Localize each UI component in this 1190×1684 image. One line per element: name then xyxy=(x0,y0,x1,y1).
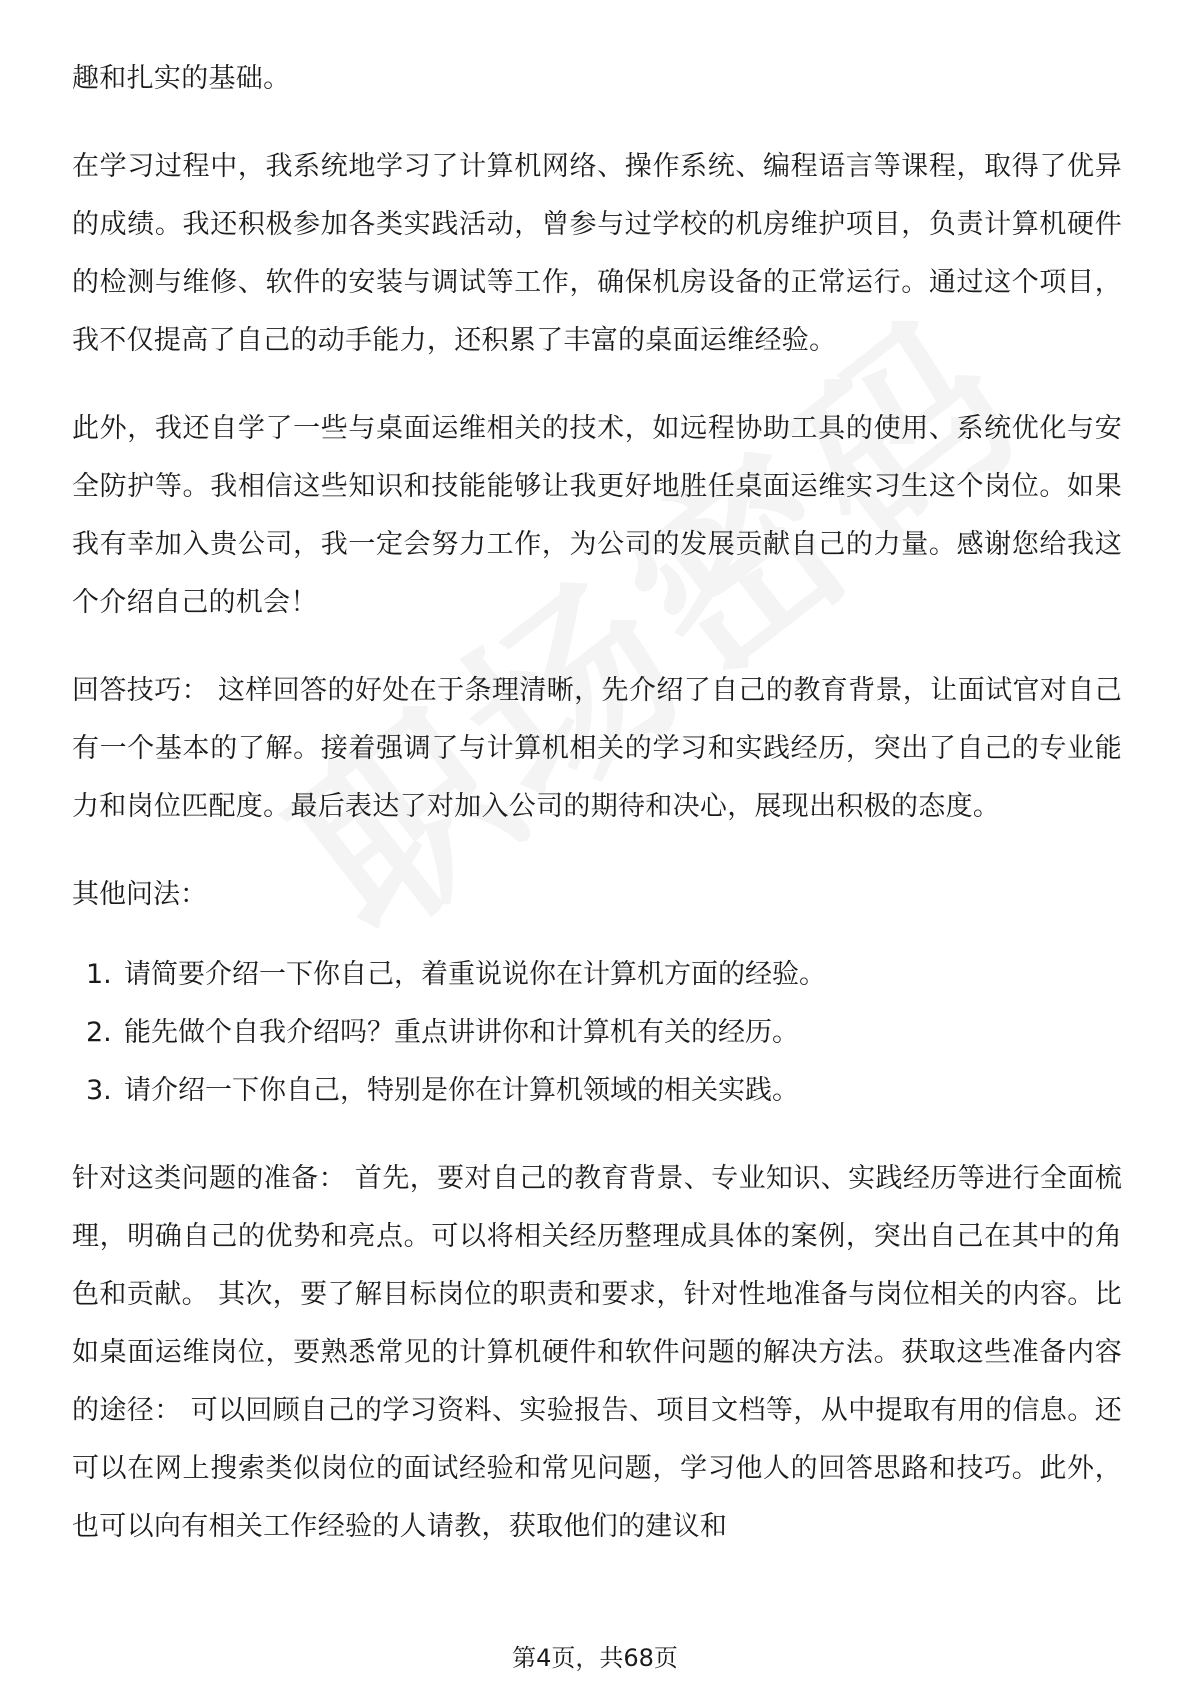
other-questions-list xyxy=(72,946,1122,1120)
list-item xyxy=(72,1062,1122,1120)
paragraph-continuation: 趣和扎实的基础。 xyxy=(72,63,291,94)
paragraph-study: 在学习过程中，我系统地学习了计算机网络、操作系统、编程语言等课程，取得了优异的成绩。我还积极参加各类实践活动，曾参与过学校的机房维护项目，负责计算机硬件的检测与维修、软件的安装与调试等工作，确保机房设备的正常运行。通过这个项目，我不仅提高了自己的动手能力，还积累了丰富的桌面运维经验。 xyxy=(72,151,1122,356)
list-item-number: 1. xyxy=(86,959,112,990)
document-page xyxy=(72,50,1122,1556)
page-number-footer: 第4页，共68页 xyxy=(512,1644,678,1672)
list-item xyxy=(72,946,1122,1004)
list-item-text: 请简要介绍一下你自己，着重说说你在计算机方面的经验。 xyxy=(124,959,826,990)
paragraph-preparation: 针对这类问题的准备： 首先，要对自己的教育背景、专业知识、实践经历等进行全面梳理，明确自己的优势和亮点。可以将相关经历整理成具体的案例，突出自己在其中的角色和贡献。 其次，要了解目标岗位的职责和要求，针对性地准备与岗位相关的内容。比如桌面运维岗位，要熟悉常见的计算机硬件和软件问题的解决方法。获取这些准备内容的途径： 可以回顾自己的学习资料、实验报告、项目文档等，从中提取有用的信息。还可以在网上搜索类似岗位的面试经验和常见问题，学习他人的回答思路和技巧。此外，也可以向有相关工作经验的人请教，获取他们的建议和 xyxy=(72,1163,1122,1542)
list-item-text: 能先做个自我介绍吗？重点讲讲你和计算机有关的经历。 xyxy=(124,1017,799,1048)
paragraph-answer-tips: 回答技巧： 这样回答的好处在于条理清晰，先介绍了自己的教育背景，让面试官对自己有一个基本的了解。接着强调了与计算机相关的学习和实践经历，突出了自己的专业能力和岗位匹配度。最后表达了对加入公司的期待和决心，展现出积极的态度。 xyxy=(72,675,1122,822)
list-item xyxy=(72,1004,1122,1062)
list-item-number: 3. xyxy=(86,1075,112,1106)
list-item-text: 请介绍一下你自己，特别是你在计算机领域的相关实践。 xyxy=(124,1075,799,1106)
paragraph-self-study: 此外，我还自学了一些与桌面运维相关的技术，如远程协助工具的使用、系统优化与安全防护等。我相信这些知识和技能能够让我更好地胜任桌面运维实习生这个岗位。如果我有幸加入贵公司，我一定会努力工作，为公司的发展贡献自己的力量。感谢您给我这个介绍自己的机会！ xyxy=(72,413,1122,618)
list-item-number: 2. xyxy=(86,1017,112,1048)
other-questions-heading: 其他问法： xyxy=(72,879,207,910)
